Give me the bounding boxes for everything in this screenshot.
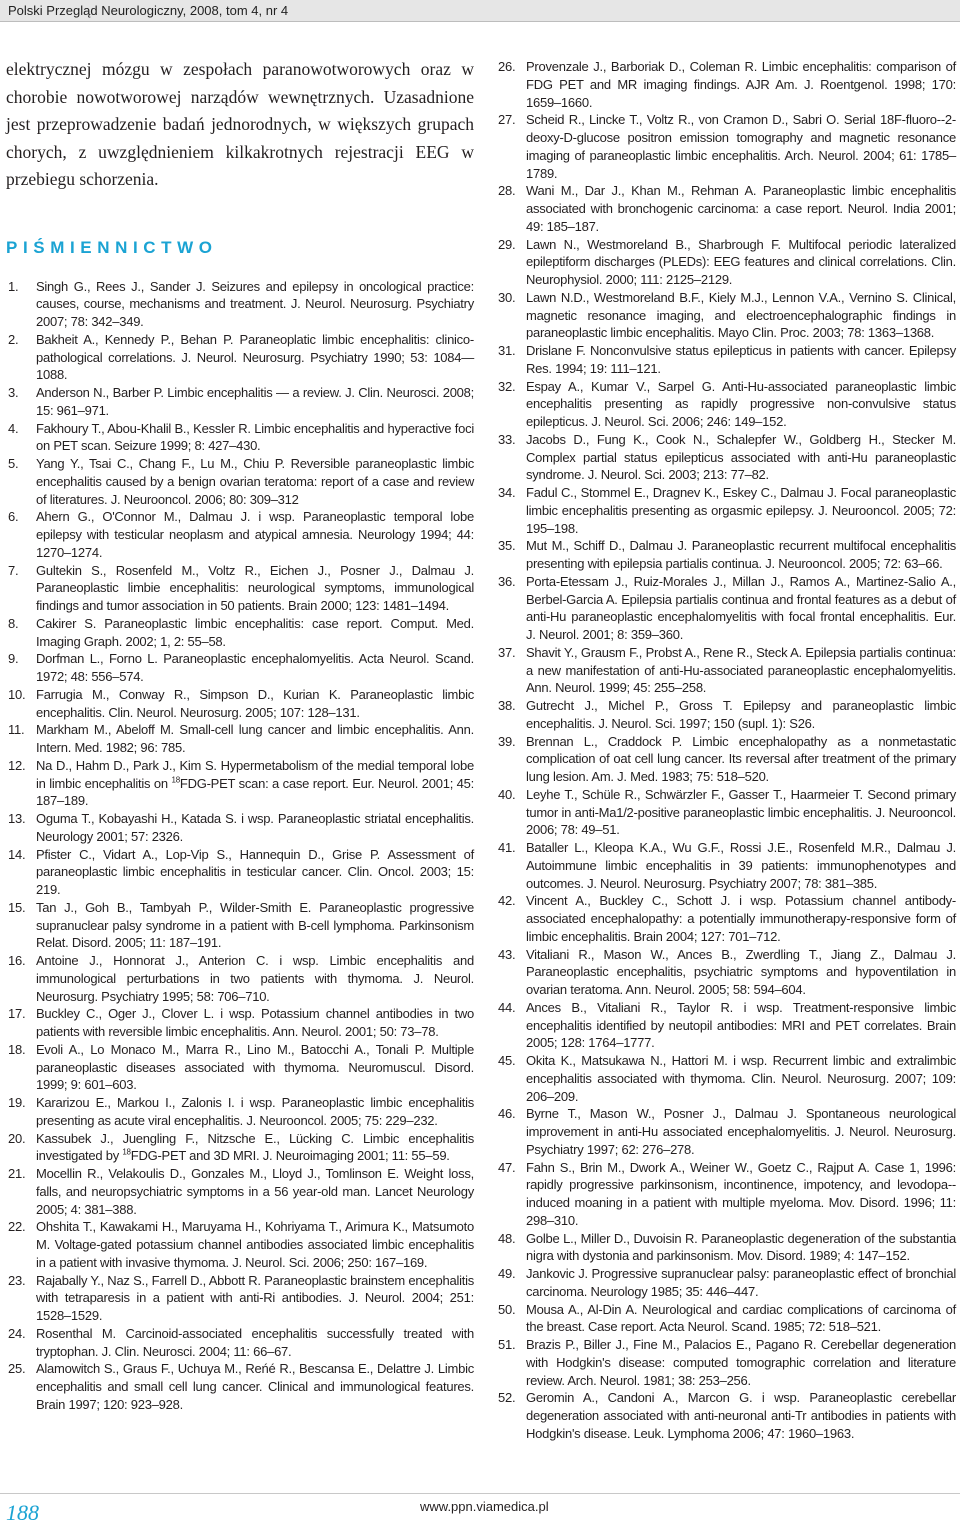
reference-item xyxy=(496,378,956,431)
reference-number: 9. xyxy=(8,651,19,667)
reference-number: 27. xyxy=(498,112,516,128)
reference-item xyxy=(6,1165,474,1218)
isotope-superscript: 18 xyxy=(171,775,180,785)
reference-item xyxy=(496,946,956,999)
reference-number: 34. xyxy=(498,485,516,500)
reference-item xyxy=(6,899,474,952)
reference-text: Kararizou E., Markou I., Zalonis I. i wsp. Paraneoplastic limbic encephalitis presenting as acute viral encephalitis. J. Neurooncol. 2005; 75: 229–232. xyxy=(36,1095,474,1128)
reference-text: Pfister C., Vidart A., Lop-Vip S., Hannequin D., Grise P. Assessment of paraneoplastic limbic encephalitis in testicular cancer. Clin. Oncol. 2003; 15: 219. xyxy=(36,846,474,897)
reference-text: Evoli A., Lo Monaco M., Marra R., Lino M., Batocchi A., Tonali P. Multiple paraneoplastic diseases associated with thymoma. Neuromuscul. Disord. 1999; 9: 601–603. xyxy=(36,1041,474,1093)
reference-number: 43. xyxy=(498,946,516,962)
reference-item xyxy=(496,537,956,573)
reference-number: 20. xyxy=(8,1130,26,1146)
reference-text-continued: FDG-PET scan: a case report. Eur. Neurol. 2001; 45: 187–189. xyxy=(36,775,475,809)
reference-list-left xyxy=(6,278,474,1414)
reference-number: 52. xyxy=(498,1390,516,1406)
reference-text: Jankovic J. Progressive supranuclear palsy: paraneoplastic effect of bronchial carcinoma. Neurology 1985; 35: 446–447. xyxy=(526,1266,956,1299)
reference-item xyxy=(496,111,956,182)
reference-item xyxy=(6,508,474,561)
reference-item xyxy=(496,1389,956,1442)
reference-text: Brazis P., Biller J., Fine M., Palacios E., Pagano R. Cerebellar degeneration with Hodgkin's disease: computed tomographic correlation and literature review. Arch. Neurol. 1981; 38: 253–256. xyxy=(526,1337,956,1388)
reference-text: Dorfman L., Forno L. Paraneoplastic encephalomyelitis. Acta Neurol. Scand. 1972; 48: 556–574. xyxy=(36,651,474,684)
reference-item xyxy=(496,484,956,537)
reference-text: Brennan L., Craddock P. Limbic encephalopathy as a nonmetastatic complication of oat cell lung cancer. Its reversal after treatment of the primary lung lesion. Am. J. Med. 1983; 75: 518–520. xyxy=(526,733,956,784)
reference-number: 11. xyxy=(8,722,25,738)
reference-item xyxy=(6,846,474,899)
reference-item xyxy=(6,810,474,846)
reference-text: Drislane F. Nonconvulsive status epilepticus in patients with cancer. Epilepsy Res. 1994; 19: 111–121. xyxy=(526,343,956,376)
reference-number: 21. xyxy=(8,1166,26,1181)
reference-number: 35. xyxy=(498,538,516,554)
reference-text: Bakheit A., Kennedy P., Behan P. Paraneoplatic limbic encephalitis: clinico-pathological correlations. J. Neurol. Neurosurg. Psychiatry 1990; 53: 1084—1088. xyxy=(36,331,474,383)
reference-list-right xyxy=(496,58,956,1443)
reference-item xyxy=(496,892,956,945)
isotope-superscript: 18 xyxy=(122,1147,131,1157)
reference-item xyxy=(6,455,474,508)
reference-number: 47. xyxy=(498,1159,516,1175)
right-column xyxy=(496,58,956,1443)
reference-number: 44. xyxy=(498,999,516,1015)
reference-number: 14. xyxy=(8,846,26,862)
reference-text: Ohshita T., Kawakami H., Maruyama H., Kohriyama T., Arimura K., Matsumoto M. Voltage-gated potassium channel antibodies associated limbic encephalitis in a patient with invasive thymoma. J. Neurol. Sci. 2006; 250: 167–169. xyxy=(36,1219,474,1270)
reference-number: 16. xyxy=(8,953,26,968)
reference-number: 2. xyxy=(8,331,19,347)
reference-text: Tan J., Goh B., Tambyah P., Wilder-Smith E. Paraneoplastic progressive supranuclear palsy syndrome in a patient with B-cell lymphoma. Parkinsonism Relat. Disord. 2005; 11: 187–191. xyxy=(36,899,474,951)
reference-text: Antoine J., Honnorat J., Anterion C. i wsp. Limbic encephalitis and immunological perturbations in two patients with thymoma. J. Neurol. Neurosurg. Psychiatry 1995; 58: 706–710. xyxy=(36,953,474,1004)
reference-item xyxy=(6,615,474,651)
reference-text: Alamowitch S., Graus F., Uchuya M., Reńé R., Bescansa E., Delattre J. Limbic encephalitis and small cell lung cancer. Clinical and immunological features. Brain 1997; 120: 923–928. xyxy=(36,1361,474,1412)
reference-text: Mocellin R., Velakoulis D., Gonzales M., Lloyd J., Tomlinson E. Weight loss, falls, and neuropsychiatric symptoms in a 56 year-old man. Lancet Neurology 2005; 4: 381–388. xyxy=(36,1166,474,1217)
reference-item xyxy=(496,1336,956,1389)
reference-number: 50. xyxy=(498,1301,516,1317)
reference-text: Yang Y., Tsai C., Chang F., Lu M., Chiu P. Reversible paraneoplastic limbic encephalitis caused by a benign ovarian teratoma: report of a case and review of literatures. J. Neurooncol. 2006; 80: 309–312 xyxy=(36,456,474,507)
reference-number: 18. xyxy=(8,1041,26,1057)
intro-paragraph: elektrycznej mózgu w zespołach paranowotworowych oraz w chorobie nowotworowej narządów wewnętrznych. Uzasadnione jest przeprowadzenie badań jednorodnych, w większych grupach chorych, z uwzględnieniem kilkakrotnych rejestracji EEG w przebiegu schorzenia. xyxy=(6,59,474,189)
reference-number: 33. xyxy=(498,431,516,447)
reference-item xyxy=(6,1325,474,1361)
reference-number: 25. xyxy=(8,1361,26,1377)
reference-number: 22. xyxy=(8,1219,26,1235)
reference-text: Fahn S., Brin M., Dwork A., Weiner W., Goetz C., Rajput A. Case 1, 1996: rapidly progressive parkinsonism, incontinence, impotency, and levodopa--induced moaning in a patient with multiple myeloma. Mov. Disord. 1996; 11: 298–310. xyxy=(526,1159,956,1228)
reference-text: Gultekin S., Rosenfeld M., Voltz R., Eichen J., Posner J., Dalmau J. Paraneoplastic limbie encephalitis: neurological symptoms, immunological findings and tumor association in 50 patients. Brain 2000; 123: 1481–1494. xyxy=(36,562,474,613)
reference-text: Wani M., Dar J., Khan M., Rehman A. Paraneoplastic limbic encephalitis associated with bronchogenic carcinoma: a case report. Neurol. India 2001; 49: 185–187. xyxy=(526,183,956,234)
reference-text: Mousa A., Al-Din A. Neurological and cardiac complications of carcinoma of the breast. Case report. Acta Neurol. Scand. 1985; 72: 518–521. xyxy=(526,1301,956,1335)
references-heading: PIŚMIENNICTWO xyxy=(6,237,218,257)
reference-number: 28. xyxy=(498,183,516,199)
reference-number: 13. xyxy=(8,811,26,826)
reference-number: 38. xyxy=(498,698,516,713)
reference-item xyxy=(6,278,474,331)
reference-item xyxy=(496,58,956,111)
reference-text: Geromin A., Candoni A., Marcon G. i wsp. Paraneoplastic cerebellar degeneration associated with anti-neuronal anti-Tr antibodies in patients with Hodgkin's disease. Leuk. Lymphoma 2006; 47: 1960–1963. xyxy=(526,1390,956,1441)
reference-text: Byrne T., Mason W., Posner J., Dalmau J. Spontaneous neurological improvement in anti-Hu associated encephalomyelitis. J. Neurol. Neurosurg. Psychiatry 1997; 62: 276–278. xyxy=(526,1106,956,1157)
reference-number: 7. xyxy=(8,562,19,578)
reference-item xyxy=(6,1272,474,1325)
reference-number: 12. xyxy=(8,757,26,773)
reference-item xyxy=(496,1265,956,1301)
reference-text: Ances B., Vitaliani R., Taylor R. i wsp. Treatment-responsive limbic encephalitis identified by neutopil antibodies: MRI and PET correlates. Brain 2005; 128: 1764–1777. xyxy=(526,999,956,1051)
reference-item xyxy=(496,1052,956,1105)
reference-text: Fadul C., Stommel E., Dragnev K., Eskey C., Dalmau J. Focal paraneoplastic limbic encephalitis presenting as orgasmic epilepsy. J. Neurooncol. 2005; 72: 195–198. xyxy=(526,485,956,536)
reference-item xyxy=(496,999,956,1052)
reference-item xyxy=(496,786,956,839)
reference-item xyxy=(496,1230,956,1266)
reference-item xyxy=(6,1130,474,1166)
reference-number: 24. xyxy=(8,1325,26,1341)
reference-text: Provenzale J., Barboriak D., Coleman R. Limbic encephalitis: comparison of FDG PET and MR imaging findings. AJR Am. J. Roentgenol. 1998; 170: 1659–1660. xyxy=(526,59,956,110)
reference-item xyxy=(496,697,956,733)
reference-text: Vincent A., Buckley C., Schott J. i wsp. Potassium channel antibody-associated encephalopathy: a potentially immunotherapy-responsive form of limbic encephalitis. Brain 2004; 127: 701–712. xyxy=(526,893,956,944)
reference-text: Golbe L., Miller D., Duvoisin R. Paraneoplastic degeneration of the substantia nigra with dystonia and parkinsonism. Mov. Disord. 1989; 4: 147–152. xyxy=(526,1230,956,1264)
reference-text: Lawn N., Westmoreland B., Sharbrough F. Multifocal periodic lateralized epileptiform discharges (PLEDs): EEG features and clinical correlations. Clin. Neurophysiol. 2000; 111: 2125–2129. xyxy=(526,236,956,287)
journal-running-title: Polski Przegląd Neurologiczny, 2008, tom 4, nr 4 xyxy=(8,3,289,18)
reference-text: Okita K., Matsukawa N., Hattori M. i wsp. Recurrent limbic and extralimbic encephalitis associated with thymoma. Clin. Neurol. Neurosurg. 2007; 109: 206–209. xyxy=(526,1053,956,1104)
reference-number: 36. xyxy=(498,573,516,589)
reference-item xyxy=(6,721,474,757)
reference-item xyxy=(496,342,956,378)
reference-text: Lawn N.D., Westmoreland B.F., Kiely M.J., Lennon V.A., Vernino S. Clinical, magnetic resonance imaging, and electroencephalographic findings in paraneoplastic limbic encephalitis. Mayo Clin. Proc. 2003; 78: 1363–1368. xyxy=(526,289,956,341)
reference-text: Na D., Hahm D., Park J., Kim S. Hypermetabolism of the medial temporal lobe in limbic encephalitis on xyxy=(36,757,474,791)
reference-item xyxy=(496,1105,956,1158)
reference-text: Buckley C., Oger J., Clover L. i wsp. Potassium channel antibodies in two patients with reversible limbic encephalitis. Ann. Neurol. 2001; 50: 73–78. xyxy=(36,1006,474,1039)
reference-item xyxy=(6,952,474,1005)
reference-item xyxy=(496,644,956,697)
reference-number: 49. xyxy=(498,1266,516,1281)
reference-item xyxy=(6,1005,474,1041)
reference-item xyxy=(6,1094,474,1130)
reference-item xyxy=(496,289,956,342)
reference-number: 30. xyxy=(498,289,516,305)
reference-text: Oguma T., Kobayashi H., Katada S. i wsp. Paraneoplastic striatal encephalitis. Neurology 2001; 57: 2326. xyxy=(36,811,474,844)
reference-item xyxy=(496,733,956,786)
reference-text: Scheid R., Lincke T., Voltz R., von Cramon D., Sabri O. Serial 18F-fluoro--2-deoxy-D-glucose positron emission tomography and magnetic resonance imaging of paraneoplastic limbic encephalitis. Arch. Neurol. 2004; 61: 1785–1789. xyxy=(526,112,956,181)
reference-text: Gutrecht J., Michel P., Gross T. Epilepsy and paraneoplastic limbic encephalitis. J. Neurol. Sci. 1997; 150 (supl. 1): S26. xyxy=(526,698,956,731)
reference-item xyxy=(6,331,474,384)
reference-number: 29. xyxy=(498,236,516,252)
reference-item xyxy=(6,1041,474,1094)
reference-item xyxy=(496,182,956,235)
journal-website-link[interactable]: www.ppn.viamedica.pl xyxy=(420,1499,549,1514)
footer-divider xyxy=(0,1493,960,1494)
reference-number: 45. xyxy=(498,1053,516,1068)
reference-item xyxy=(496,1159,956,1230)
reference-number: 46. xyxy=(498,1106,516,1122)
reference-text: Porta-Etessam J., Ruiz-Morales J., Millan J., Ramos A., Martinez-Salio A., Berbel-Garcia A. Epilepsia partialis continua and frontal features as a debut of anti-Hu paraneoplastic encephalomyelitis with focal frontal encephalitis. Eur. J. Neurol. 2001; 8: 359–360. xyxy=(526,573,956,642)
reference-item xyxy=(496,573,956,644)
reference-number: 31. xyxy=(498,343,516,358)
reference-text: Anderson N., Barber P. Limbic encephalitis — a review. J. Clin. Neurosci. 2008; 15: 961–971. xyxy=(36,385,474,418)
reference-number: 6. xyxy=(8,509,19,525)
reference-item xyxy=(6,384,474,420)
reference-text: Kassubek J., Juengling F., Nitzsche E., Lücking C. Limbic encephalitis investigated by xyxy=(36,1130,474,1164)
reference-text: Jacobs D., Fung K., Cook N., Schalepfer W., Goldberg H., Stecker M. Complex partial status epilepticus associated with anti-Hu paraneoplastic syndrome. J. Neurol. Sci. 2003; 213: 77–82. xyxy=(526,431,956,483)
reference-text: Markham M., Abeloff M. Small-cell lung cancer and limbic encephalitis. Ann. Intern. Med. 1982; 96: 785. xyxy=(36,722,474,755)
reference-number: 19. xyxy=(8,1095,26,1110)
reference-item xyxy=(6,650,474,686)
reference-number: 23. xyxy=(8,1272,26,1288)
reference-item xyxy=(496,431,956,484)
reference-number: 3. xyxy=(8,385,19,400)
left-column xyxy=(6,56,474,1414)
reference-number: 4. xyxy=(8,420,19,436)
reference-item xyxy=(6,420,474,456)
reference-text: Mut M., Schiff D., Dalmau J. Paraneoplastic recurrent multifocal encephalitis presenting with epilepsia partialis continua. J. Neurooncol. 2005; 72: 63–66. xyxy=(526,538,956,571)
reference-number: 15. xyxy=(8,899,26,915)
reference-number: 37. xyxy=(498,644,516,660)
reference-text: Ahern G., O'Connor M., Dalmau J. i wsp. Paraneoplastic temporal lobe epilepsy with testicular neoplasm and atypical amnesia. Neurology 1994; 44: 1270–1274. xyxy=(36,509,474,560)
reference-number: 48. xyxy=(498,1230,516,1246)
reference-text: Bataller L., Kleopa K.A., Wu G.F., Rossi J.E., Rosenfeld M.R., Dalmau J. Autoimmune limbic encephalitis in 39 patients: immunophenotypes and outcomes. J. Neurol. Neurosurg. Psychiatry 2007; 78: 381–385. xyxy=(526,840,956,891)
reference-number: 40. xyxy=(498,786,516,802)
reference-number: 42. xyxy=(498,893,516,909)
reference-item xyxy=(6,757,474,810)
reference-number: 5. xyxy=(8,456,19,471)
reference-number: 39. xyxy=(498,733,516,749)
reference-text: Vitaliani R., Mason W., Ances B., Zwerdling T., Jiang Z., Dalmau J. Paraneoplastic encephalitis, psychiatric symptoms and hypoventilation in ovarian teratoma. Ann. Neurol. 2005; 58: 594–604. xyxy=(526,946,956,997)
reference-number: 26. xyxy=(498,59,516,74)
reference-number: 17. xyxy=(8,1006,26,1022)
reference-number: 1. xyxy=(8,278,19,294)
reference-text: Rajabally Y., Naz S., Farrell D., Abbott R. Paraneoplastic brainstem encephalitis with tetraparesis in a patient with anti-Ri antibodies. J. Neurol. 2004; 251: 1528–1529. xyxy=(36,1272,474,1323)
reference-text: Espay A., Kumar V., Sarpel G. Anti-Hu-associated paraneoplastic limbic encephalitis presenting as rapidly progressive non-convulsive status epilepticus. J. Neurol. Sci. 2006; 246: 149–152. xyxy=(526,378,956,429)
reference-item xyxy=(496,1301,956,1337)
reference-item xyxy=(496,839,956,892)
reference-number: 32. xyxy=(498,378,516,394)
reference-number: 10. xyxy=(8,686,26,702)
reference-number: 41. xyxy=(498,840,516,855)
reference-text: Singh G., Rees J., Sander J. Seizures and epilepsy in oncological practice: causes, course, mechanisms and treatment. J. Neurol. Neurosurg. Psychiatry 2007; 78: 342–349. xyxy=(36,278,474,329)
reference-number: 8. xyxy=(8,615,19,631)
reference-text: Shavit Y., Grausm F., Probst A., Rene R., Steck A. Epilepsia partialis continua: a new manifestation of anti-Hu-associated paraneoplastic encephalomyelitis. Ann. Neurol. 1999; 45: 255–258. xyxy=(526,644,956,696)
running-header xyxy=(0,0,960,22)
reference-item xyxy=(6,686,474,722)
reference-item xyxy=(6,1218,474,1271)
reference-item xyxy=(496,236,956,289)
reference-text: Fakhoury T., Abou-Khalil B., Kessler R. Limbic encephalitis and hyperactive foci on PET scan. Seizure 1999; 8: 427–430. xyxy=(36,420,474,454)
reference-item xyxy=(6,562,474,615)
reference-text-continued: FDG-PET and 3D MRI. J. Neuroimaging 2001; 11: 55–59. xyxy=(130,1148,450,1164)
reference-item xyxy=(6,1360,474,1413)
reference-text: Rosenthal M. Carcinoid-associated encephalitis successfully treated with tryptophan. J. Clin. Neurosci. 2004; 11: 66–67. xyxy=(36,1325,474,1359)
reference-number: 51. xyxy=(498,1337,516,1352)
page-number: 188 xyxy=(6,1500,39,1525)
reference-text: Cakirer S. Paraneoplastic limbic encephalitis: case report. Comput. Med. Imaging Graph. 2002; 1, 2: 55–58. xyxy=(36,615,474,649)
reference-text: Farrugia M., Conway R., Simpson D., Kurian K. Paraneoplastic limbic encephalitis. Clin. Neurol. Neurosurg. 2005; 107: 128–131. xyxy=(36,686,474,720)
reference-text: Leyhe T., Schüle R., Schwärzler F., Gasser T., Haarmeier T. Second primary tumor in anti-Ma1/2-positive paraneoplastic limbic encephalitis. J. Neurooncol. 2006; 78: 49–51. xyxy=(526,786,956,838)
